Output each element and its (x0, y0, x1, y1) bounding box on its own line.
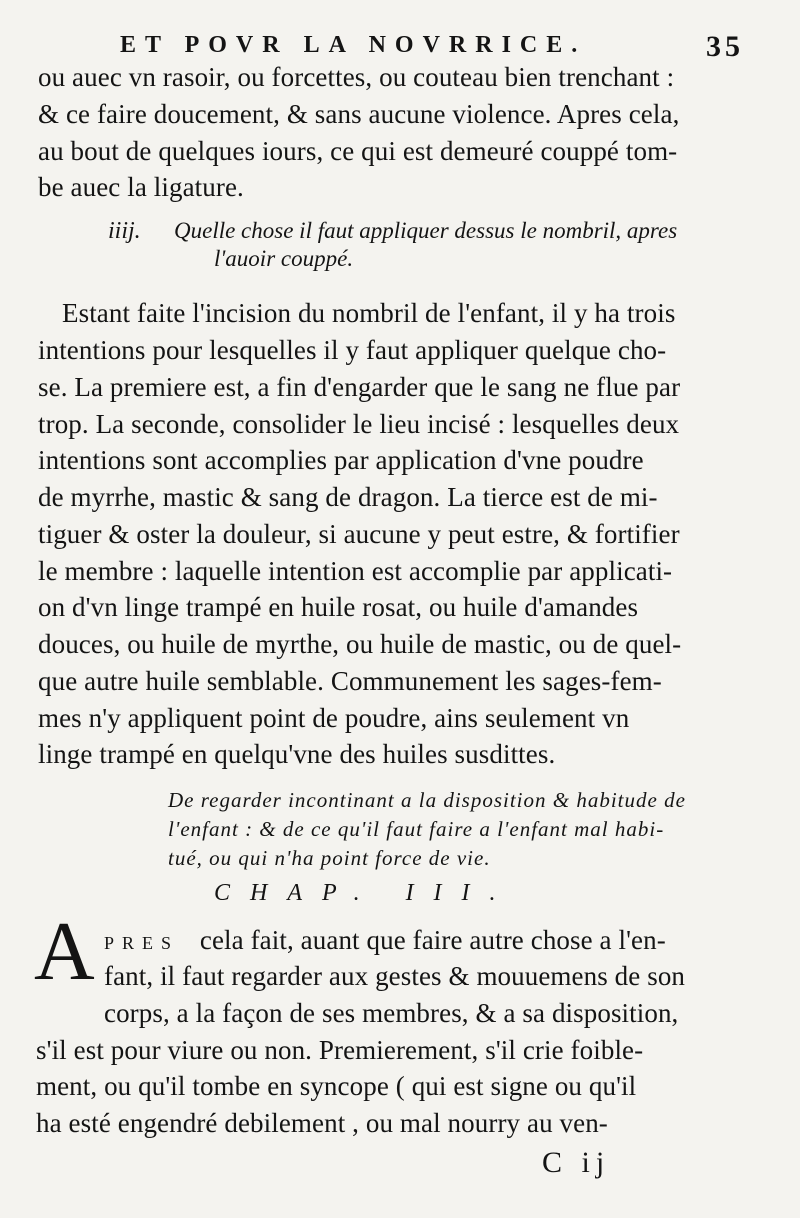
text-line: Estant faite l'incision du nombril de l'enfant, il y ha trois (62, 298, 676, 328)
signature-mark: C ij (542, 1146, 611, 1179)
small-caps-word: PRES (104, 933, 180, 953)
text-line: de myrrhe, mastic & sang de dragon. La tierce est de mi- (38, 482, 658, 512)
text-line: mes n'y appliquent point de poudre, ains seulement vn (38, 703, 630, 733)
text-line: ha esté engendré debilement , ou mal nourry au ven- (36, 1108, 608, 1138)
text-line (104, 927, 666, 954)
text-line: be auec la ligature. (38, 172, 244, 202)
chapter-rubric-line: De regarder incontinant a la disposition & habitude de (168, 788, 686, 812)
running-title: ET POVR LA NOVRRICE. (120, 32, 587, 58)
text-line: le membre : laquelle intention est accomplie par applicati- (38, 556, 673, 586)
text-line: intentions pour lesquelles il y faut appliquer quelque cho- (38, 335, 667, 365)
question-number: iiij. (108, 218, 141, 244)
text-run: cela fait, auant que faire autre chose a l'en- (199, 925, 666, 955)
chapter-heading: CHAP. III. (214, 880, 516, 906)
text-line: se. La premiere est, a fin d'engarder que le sang ne flue par (38, 372, 681, 402)
chapter-rubric-line: l'enfant : & de ce qu'il faut faire a l'enfant mal habi- (168, 817, 665, 841)
text-line: au bout de quelques iours, ce qui est demeuré couppé tom- (38, 136, 678, 166)
page-number: 35 (706, 30, 744, 63)
text-line: ment, ou qu'il tombe en syncope ( qui est signe ou qu'il (36, 1071, 637, 1101)
text-line: s'il est pour viure ou non. Premierement, s'il crie foible- (36, 1035, 644, 1065)
text-line: trop. La seconde, consolider le lieu incisé : lesquelles deux (38, 409, 680, 439)
text-line: intentions sont accomplies par application d'vne poudre (38, 445, 644, 475)
chapter-rubric-line: tué, ou qui n'ha point force de vie. (168, 846, 491, 870)
text-line: corps, a la façon de ses membres, & a sa disposition, (104, 998, 679, 1028)
question-text-line: Quelle chose il faut appliquer dessus le nombril, apres (174, 218, 678, 243)
text-line: ou auec vn rasoir, ou forcettes, ou couteau bien trenchant : (38, 62, 675, 92)
text-line: & ce faire doucement, & sans aucune violence. Apres cela, (38, 99, 680, 129)
text-line: douces, ou huile de myrthe, ou huile de mastic, ou de quel- (38, 629, 682, 659)
question-text-line: l'auoir couppé. (214, 246, 354, 271)
text-line: on d'vn linge trampé en huile rosat, ou huile d'amandes (38, 592, 639, 622)
text-line: linge trampé en quelqu'vne des huiles susdittes. (38, 739, 556, 769)
text-line: que autre huile semblable. Communement les sages-fem- (38, 666, 662, 696)
text-line: tiguer & oster la douleur, si aucune y peut estre, & fortifier (38, 519, 680, 549)
drop-cap: A (34, 905, 95, 998)
text-line: fant, il faut regarder aux gestes & mouuemens de son (104, 961, 686, 991)
